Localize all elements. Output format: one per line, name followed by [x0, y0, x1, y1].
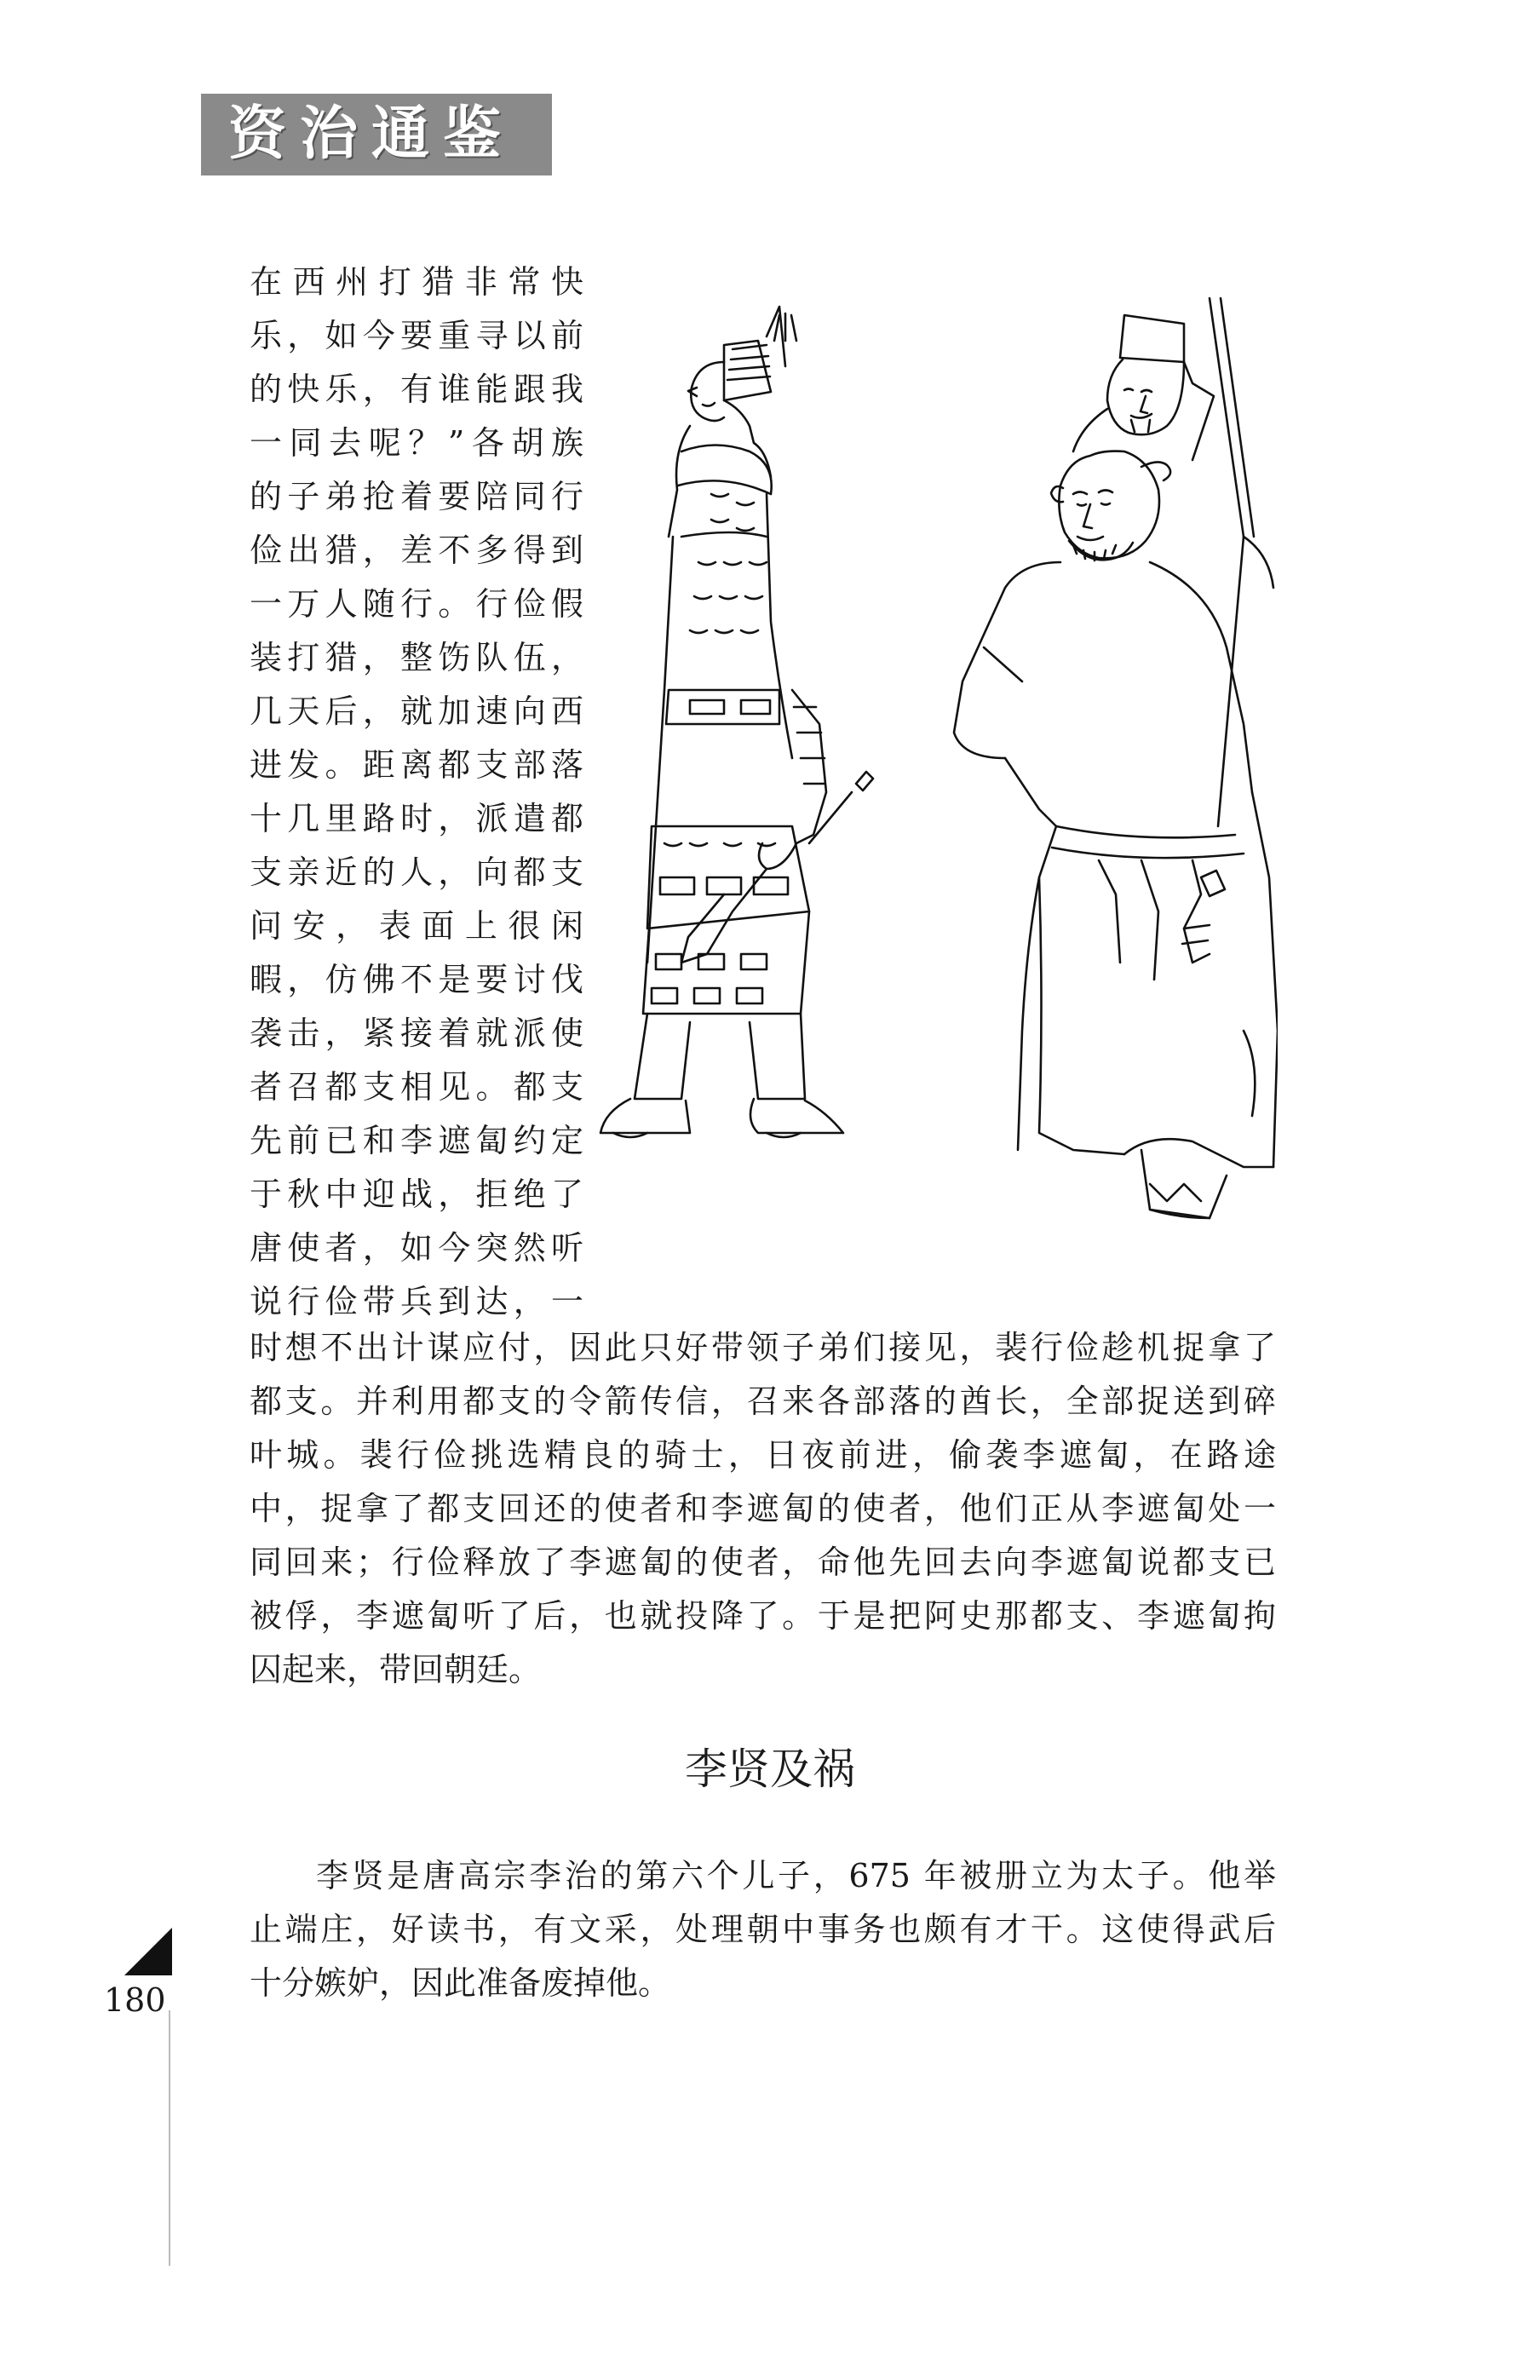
- text-line: 先前已和李遮匐约定: [250, 1122, 583, 1159]
- text-line: 叶城。裴行俭挑选精良的骑士，日夜前进，偷袭李遮匐，在路途: [250, 1436, 1276, 1474]
- text-line: 被俘，李遮匐听了后，也就投降了。于是把阿史那都支、李遮匐拘: [250, 1597, 1276, 1635]
- margin-divider: [169, 2010, 170, 2266]
- text-line: 十分嫉妒，因此准备废掉他。: [250, 1964, 671, 2002]
- text-line: 于秋中迎战，拒绝了: [250, 1176, 583, 1213]
- text-line: 唐使者，如今突然听: [250, 1229, 583, 1267]
- text-line: 说行俭带兵到达，一: [250, 1283, 583, 1320]
- text-line: 袭击，紧接着就派使: [250, 1015, 583, 1052]
- text-line: 都支。并利用都支的令箭传信，召来各部落的酋长，全部捉送到碎: [250, 1383, 1276, 1420]
- text-line: 同回来；行俭释放了李遮匐的使者，命他先回去向李遮匐说都支已: [250, 1544, 1276, 1581]
- text-line: 中，捉拿了都支回还的使者和李遮匐的使者，他们正从李遮匐处一: [250, 1490, 1276, 1527]
- text-line: 几天后，就加速向西: [250, 693, 583, 730]
- text-line: 进发。距离都支部落: [250, 746, 583, 784]
- text-line: 俭出猎，差不多得到: [250, 532, 583, 569]
- section-paragraph: [250, 1849, 1276, 2010]
- narrow-text-column: [250, 256, 583, 1329]
- text-line: 暇，仿佛不是要讨伐: [250, 961, 583, 998]
- warriors-illustration: [596, 281, 1278, 1295]
- book-title: 资治通鉴: [228, 101, 515, 168]
- official-figure: [1073, 298, 1273, 826]
- armored-warrior-figure: [600, 307, 873, 1137]
- text-line: 支亲近的人，向都支: [250, 854, 583, 891]
- text-line: 止端庄，好读书，有文采，处理朝中事务也颇有才干。这使得武后: [250, 1911, 1276, 1948]
- text-line: 一万人随行。行俭假: [250, 585, 583, 623]
- book-title-banner: [201, 94, 552, 175]
- text-line: 问安，表面上很闲: [250, 907, 583, 945]
- text-line: 装打猎，整饬队伍，: [250, 639, 583, 676]
- text-line: 者召都支相见。都支: [250, 1068, 583, 1106]
- text-line: 乐，如今要重寻以前: [250, 317, 583, 354]
- text-line: 时想不出计谋应付，因此只好带领子弟们接见，裴行俭趁机捉拿了: [250, 1329, 1276, 1366]
- text-line: 囚起来，带回朝廷。: [250, 1651, 542, 1688]
- text-line: 的子弟抢着要陪同行: [250, 478, 583, 515]
- bald-official-figure: [954, 451, 1278, 1218]
- corner-triangle-mark: [124, 1928, 172, 1975]
- section-heading: 李贤及祸: [685, 1745, 855, 1794]
- text-line: 一同去呢？”各胡族: [250, 424, 583, 462]
- text-line: 的快乐，有谁能跟我: [250, 371, 583, 408]
- full-width-paragraph: [250, 1321, 1276, 1697]
- text-line: 李贤是唐高宗李治的第六个儿子，675 年被册立为太子。他举: [316, 1857, 1276, 1894]
- page-number: 180: [104, 1981, 166, 2019]
- text-line: 十几里路时，派遣都: [250, 800, 583, 837]
- text-line: 在西州打猎非常快: [250, 263, 583, 301]
